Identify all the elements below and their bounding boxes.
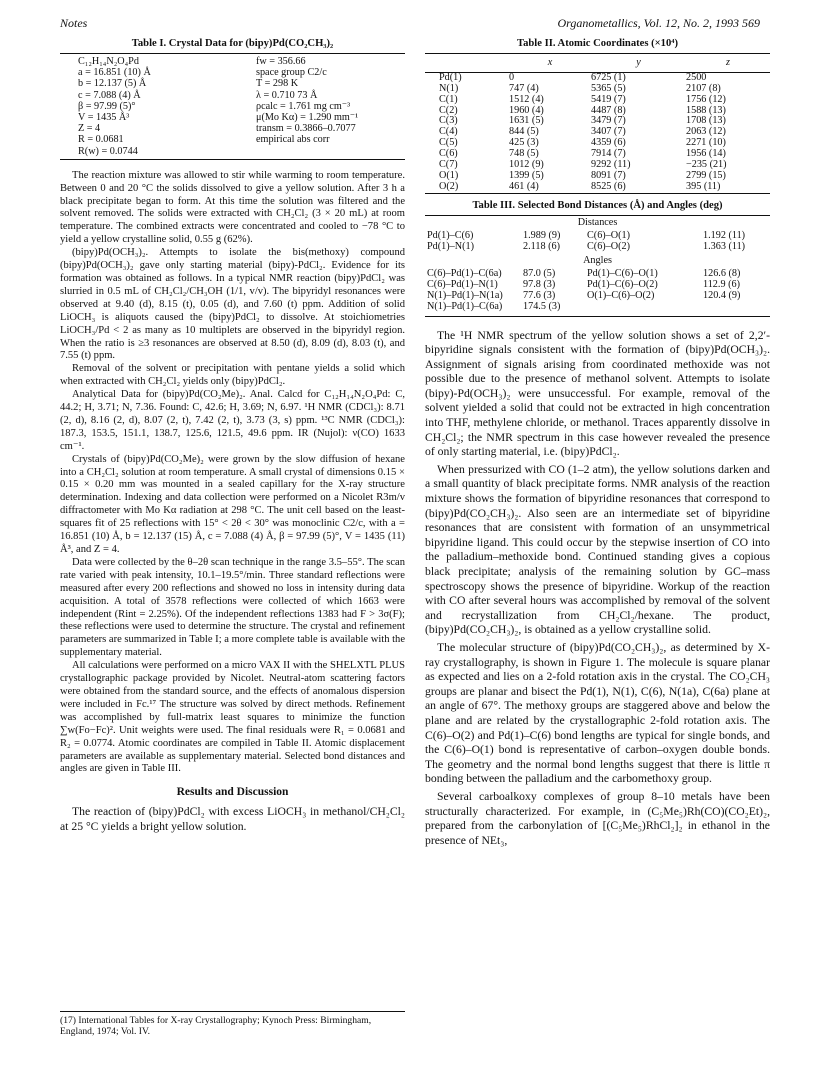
- table3-cell: 87.0 (5): [523, 267, 556, 279]
- table2-cell: 425 (3): [509, 137, 539, 149]
- running-header: [60, 16, 760, 32]
- table2-cell: C(1): [439, 93, 458, 105]
- table3-cell: [587, 301, 697, 312]
- table2-cell: Pd(1): [439, 71, 462, 83]
- table3-cell: N(1)–Pd(1)–N(1a): [427, 289, 503, 301]
- table2-cell: 5419 (7): [591, 93, 626, 105]
- table2-cell: 1012 (9): [509, 159, 544, 171]
- right-body: [425, 329, 770, 849]
- table1-cell: ρcalc = 1.761 mg cm⁻³: [256, 100, 351, 112]
- table3-cell: Pd(1)–N(1): [427, 240, 474, 252]
- body-paragraph: The molecular structure of (bipy)Pd(CO₂CH₃)₂, as determined by X-ray crystallography, is shown in Figure 1. The molecule is square planar as expected and lies on a 2-fold rotation axis in the crystal. The CO₂CH₃ groups are planar and bisect the Pd(1), N(1), C(6), N(1a), C(6a) plane at an angle of 67°. The methoxy groups are staggered above and below the plane and are related by the crystallographic 2-fold rotation axis. The C(6)–O(2) and Pd(1)–C(6) bond lengths are typical for single bonds, and the C(6)–O(1) bond is representative of carbon–oxygen double bonds. The geometry and the normal bond lengths suggest that there is little π bonding between the palladium and the carbomethoxy group.: [425, 640, 770, 786]
- right-column: [425, 38, 770, 848]
- table3-cell: 97.8 (3): [523, 278, 556, 290]
- table3-cell: 1.989 (9): [523, 229, 561, 241]
- table1-cell: transm = 0.3866–0.7077: [256, 123, 356, 135]
- table2-cell: 1588 (13): [686, 104, 726, 116]
- table2-cell: 2500: [686, 71, 707, 83]
- table3-angles: [425, 268, 770, 312]
- body-paragraph: Crystals of (bipy)Pd(CO₂Me)₂ were grown by the slow diffusion of hexane into a CH₂Cl₂ solution at room temperature. A small crystal of dimensions 0.15 × 0.15 × 0.20 mm was mounted in a sealed capillary for the X-ray structure determination. Indexing and data collection were performed on a Nicolet R3m/v diffractometer with Mo Kα radiation at 298 °C. The unit cell based on the least-squares fit of 25 reflections with 15° < 2θ < 30° was monoclinic C2/c, with a = 16.851 (10) Å, b = 12.137 (15) Å, c = 7.088 (4) Å, β = 97.99 (5)°, V = 1435 (11) Å³, and Z = 4.: [60, 453, 405, 556]
- table-row: [425, 230, 770, 241]
- body-paragraph: Removal of the solvent or precipitation with pentane yields a solid which when extracted with CH₂Cl₂ yields only (bipy)PdCl₂.: [60, 363, 405, 388]
- table3-caption: Table III. Selected Bond Distances (Å) and Angles (deg): [472, 199, 723, 211]
- table1-cell: space group C2/c: [256, 67, 327, 79]
- table-row: [425, 95, 770, 106]
- results-paragraph: The reaction of (bipy)PdCl₂ with excess LiOCH₃ in methanol/CH₂Cl₂ at 25 °C yields a bright yellow solution.: [60, 805, 405, 833]
- table1-cell: μ(Mo Kα) = 1.290 mm⁻¹: [256, 111, 359, 123]
- table3-cell: 77.6 (3): [523, 289, 556, 301]
- table2-cell: 7914 (7): [591, 148, 626, 160]
- table3-cell: Pd(1)–C(6)–O(1): [587, 267, 658, 279]
- table1-cell: λ = 0.710 73 Å: [256, 89, 318, 101]
- table2-cell: 1960 (4): [509, 104, 544, 116]
- table3-cell: 126.6 (8): [703, 267, 741, 279]
- table2-cell: −235 (21): [686, 159, 727, 171]
- table1-cell: a = 16.851 (10) Å: [78, 67, 151, 79]
- section-title: Results and Discussion: [176, 786, 289, 799]
- header-journal: Organometallics, Vol. 12, No. 2, 1993 569: [557, 16, 760, 30]
- table-row: [425, 279, 770, 290]
- body-paragraph: Data were collected by the θ–2θ scan technique in the range 3.5–55°. The scan rate varied with peak intensity, 10.1–19.5°/min. Three standard reflections were measured after every 200 reflections and showed no loss in intensity during data acquisition. A total of 3578 reflections were collected of which 1663 were independent (Rint = 2.25%). Of the independent reflections 1383 had F > 3σ(F); these reflections were used to determine the structure. The crystal and refinement parameters are summarized in Table I; a more complete table is available with the supplementary material.: [60, 556, 405, 659]
- table2-cell: N(1): [439, 82, 459, 94]
- body-paragraph: Several carboalkoxy complexes of group 8–10 metals have been structurally characterized. For example, in (C₅Me₅)Rh(CO)(CO₂Et)₂, prepared from the carbonylation of [(C₅Me₅)RhCl₂]₂ in ethanol in the presence of NEt₃,: [425, 789, 770, 847]
- table3-cell: C(6)–O(1): [587, 229, 631, 241]
- table2-cell: 3479 (7): [591, 115, 626, 127]
- table3-cell: Pd(1)–C(6): [427, 229, 474, 241]
- footnote-17: (17) International Tables for X-ray Crystallography; Kynoch Press: Birmingham, England, 1974; Vol. IV.: [60, 1015, 372, 1037]
- header-section: Notes: [60, 16, 88, 30]
- table2-cell: 6725 (1): [591, 71, 626, 83]
- table2-cell: 748 (5): [509, 148, 539, 160]
- table2-cell: 8525 (6): [591, 180, 626, 192]
- body-paragraph: The reaction mixture was allowed to stir while warming to room temperature. Between 0 and 20 °C the solids dissolved to give a yellow solution. After 3 h a black precipitate began to form. At this time the solution was filtered and the solvent removed. The solids were extracted with CH₂Cl₂ (3 × 20 mL) at room temperature. The combined extracts were concentrated and cooled to −78 °C to yield a yellow crystalline solid, 0.55 g (62%).: [60, 169, 405, 246]
- table3-angles-label: Angles: [583, 254, 612, 266]
- table1-cell: fw = 356.66: [256, 55, 306, 67]
- table3-cell: [697, 301, 770, 312]
- table2-cell: 747 (4): [509, 82, 539, 94]
- body-paragraph: When pressurized with CO (1–2 atm), the yellow solutions darken and a small quantity of black precipitate forms. NMR analysis of the reaction mixture shows the formation of bipyridine resonances that correspond to (bipy)Pd(CO₂CH₃)₂. Also seen are an intermediate set of bipyridine resonances that are consistent with formation of an unsymmetrical bipyridine ligand. This could occur by the stepwise insertion of CO into the palladium–methoxide bond. Continued standing gives a copious black precipitate; analysis of the remaining solution by GC–mass spectroscopy shows the presence of bipyridine. Workup of the reaction with CO after several hours was accomplished by removal of the solvent and recrystallization from CH₂Cl₂/hexane. The product, (bipy)Pd(CO₂CH₃)₂, is obtained as a yellow crystalline solid.: [425, 462, 770, 637]
- table3-cell: Pd(1)–C(6)–O(2): [587, 278, 658, 290]
- table1-caption: Table I. Crystal Data for (bipy)Pd(CO₂CH₃)₂: [131, 38, 334, 49]
- table3-distances-label: Distances: [577, 216, 618, 228]
- table2-header: z: [726, 56, 730, 68]
- table2-cell: 844 (5): [509, 126, 539, 138]
- table2-cell: C(5): [439, 137, 458, 149]
- table3-cell: N(1)–Pd(1)–C(6a): [427, 300, 503, 312]
- table-row: [425, 182, 770, 193]
- left-body: [60, 170, 405, 777]
- table2-cell: O(2): [439, 180, 459, 192]
- table2-cell: 4487 (8): [591, 104, 626, 116]
- body-paragraph: Analytical Data for (bipy)Pd(CO₂Me)₂. Anal. Calcd for C₁₂H₁₄N₂O₄Pd: C, 44.2; H, 3.71; N, 7.36. Found: C, 42.6; H, 3.69; N, 6.97. ¹H NMR (CDCl₃): 8.71 (2, d), 8.16 (2, d), 8.07 (2, t), 7.42 (2, t), 3.73 (3, s) ppm. ¹³C NMR (CDCl₃): 187.3, 153.5, 151.1, 138.7, 125.6, 121.5, 49.6 ppm. IR (Nujol): ν(CO) 1633 cm⁻¹.: [60, 389, 405, 452]
- table2-cell: 0: [509, 71, 515, 83]
- table2-cell: C(3): [439, 115, 458, 127]
- table2-cell: 8091 (7): [591, 169, 626, 181]
- table2-caption: Table II. Atomic Coordinates (×10⁴): [517, 38, 678, 49]
- table1-cell: R = 0.0681: [78, 134, 124, 146]
- body-paragraph: (bipy)Pd(OCH₃)₂. Attempts to isolate the bis(methoxy) compound (bipy)Pd(OCH₃)₂ gave only starting material (bipy)-PdCl₂. Evidence for its formation was obtained as follows. In a typical NMR reaction (bipy)PdCl₂ was slurried in 0.5 mL of CH₂Cl₂/CH₃OH (1/1, v/v). The bipyridyl resonances were observed at 9.40 (d), 8.15 (t), 0.05 (d), and 7.60 (t) ppm. Addition of solid LiOCH₃ is aliquots caused the (bipy)PdCl₂ to dissolve. At stoichiometries LiOCH₃/Pd < 2 as many as 10 multiplets are observed in the bipyridyl region. When the ratio is ≥3 resonances are observed at 8.50 (d), 8.09 (d), 8.03 (t), and 7.55 (t) ppm.: [60, 247, 405, 362]
- table2-cell: 3407 (7): [591, 126, 626, 138]
- table3-cell: 174.5 (3): [523, 300, 561, 312]
- table1-cell: R(w) = 0.0744: [78, 145, 138, 157]
- table2-cell: 1956 (14): [686, 148, 726, 160]
- table3-cell: 120.4 (9): [703, 289, 741, 301]
- table3-cell: C(6)–O(2): [587, 240, 631, 252]
- table3-cell: 2.118 (6): [523, 240, 560, 252]
- table2-cell: C(2): [439, 104, 458, 116]
- table2-cell: 461 (4): [509, 180, 539, 192]
- table2-cell: C(7): [439, 159, 458, 171]
- table1-cell: empirical abs corr: [256, 134, 330, 146]
- table2-cell: 2799 (15): [686, 169, 726, 181]
- table2-cell: 1631 (5): [509, 115, 544, 127]
- table2-cell: 395 (11): [686, 180, 721, 192]
- table3-cell: C(6)–Pd(1)–C(6a): [427, 267, 502, 279]
- body-paragraph: All calculations were performed on a micro VAX II with the SHELXTL PLUS crystallographic package provided by Nicolet. Neutral-atom scattering factors were obtained from the standard source, and the effects of anomalous dispersion were included in Fc.¹⁷ The structure was solved by direct methods. Refinement was accomplished by full-matrix least squares to minimize the function ∑w(Fo−Fc)². Unit weights were used. The final residuals were R₁ = 0.0681 and R₂ = 0.0774. Atomic coordinates are compiled in Table II. Atomic displacement parameters are available as supplementary material. Selected bond distances and angles are given in Table III.: [60, 660, 405, 775]
- table-row: [425, 268, 770, 279]
- table1-cell: β = 97.99 (5)°: [78, 100, 136, 112]
- table1-cell: c = 7.088 (4) Å: [78, 89, 141, 101]
- table2-cell: 1512 (4): [509, 93, 544, 105]
- table2-header: x: [547, 56, 553, 68]
- table3-cell: C(6)–Pd(1)–N(1): [427, 278, 498, 290]
- table3-cell: 112.9 (6): [703, 278, 740, 290]
- left-column: [60, 38, 405, 834]
- table2-header: y: [636, 56, 641, 68]
- table-row: [425, 84, 770, 95]
- table1-cell: T = 298 K: [256, 78, 299, 90]
- table-row: [425, 72, 770, 83]
- table2-cell: C(4): [439, 126, 458, 138]
- table2-cell: 5365 (5): [591, 82, 626, 94]
- table1-cell: b = 12.137 (5) Å: [78, 78, 147, 90]
- table2-header: [425, 56, 509, 72]
- table2-cell: 1756 (12): [686, 93, 726, 105]
- table3-cell: 1.192 (11): [703, 229, 746, 241]
- table3-distances: [425, 230, 770, 252]
- table-row: [425, 290, 770, 301]
- table2-cell: 2063 (12): [686, 126, 726, 138]
- table2-cell: 1399 (5): [509, 169, 544, 181]
- table1-cell: V = 1435 Å³: [78, 111, 130, 123]
- table2-cell: 2271 (10): [686, 137, 726, 149]
- table2-cell: 1708 (13): [686, 115, 726, 127]
- table2-cell: C(6): [439, 148, 458, 160]
- table-row: [425, 301, 770, 312]
- footnote: [60, 1011, 405, 1037]
- table1-cell: C₁₂H₁₄N₂O₄Pd: [78, 55, 139, 67]
- table1-cell: Z = 4: [78, 123, 101, 135]
- table3-cell: 1.363 (11): [703, 240, 746, 252]
- table2-cell: 2107 (8): [686, 82, 721, 94]
- table2-cell: 9292 (11): [591, 159, 631, 171]
- table1-crystal-data: [60, 54, 405, 159]
- table2-cell: O(1): [439, 169, 459, 181]
- table3-cell: O(1)–C(6)–O(2): [587, 289, 655, 301]
- body-paragraph: The ¹H NMR spectrum of the yellow solution shows a set of 2,2′-bipyridine signals consistent with the formation of (bipy)Pd(OCH₃)₂. Assignment of signals arising from coordinated methoxide was not possible due to the presence of methanol solvent. Attempts to isolate (bipy)-Pd(OCH₃)₂ were unsuccessful. For example, removal of the solvent yielded a solid that could not be extracted in high concentration into THF, methylene chloride, or methanol. Traces apparently dissolve in CH₂Cl₂; the NMR spectrum in this case however revealed the presence of only starting material, i.e. (bipy)PdCl₂.: [425, 328, 770, 459]
- table-row: [425, 241, 770, 252]
- table2-atomic-coordinates: [425, 56, 770, 193]
- table2-cell: 4359 (6): [591, 137, 626, 149]
